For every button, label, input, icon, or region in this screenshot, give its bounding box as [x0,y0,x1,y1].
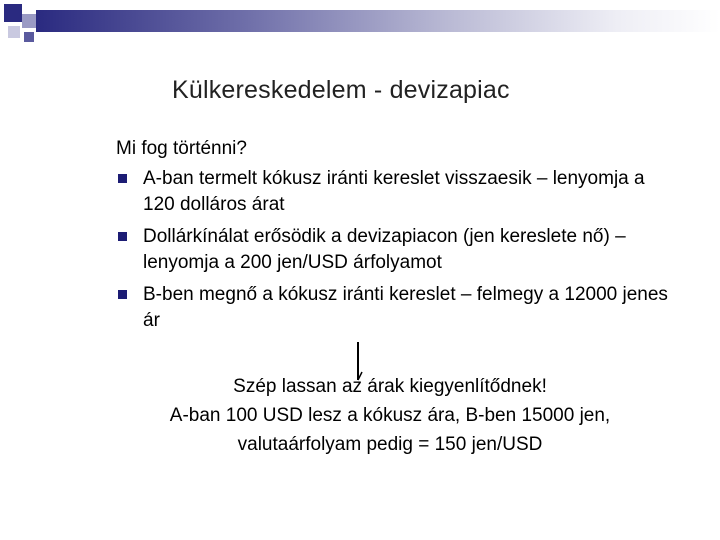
conclusion-line: Szép lassan az árak kiegyenlítődnek! [233,376,547,397]
bullet-text: B-ben megnő a kókusz iránti kereslet – felmegy a 12000 jenes ár [143,284,668,331]
header-decoration [0,0,720,48]
deco-square-2 [22,14,36,28]
bullet-list [116,166,676,334]
conclusion-line: valutaárfolyam pedig = 150 jen/USD [237,434,543,455]
conclusion-line: A-ban 100 USD lesz a kókusz ára, B-ben 15000 jen, [169,405,611,426]
square-bullet-icon [118,290,127,299]
square-bullet-icon [118,232,127,241]
bullet-text: A-ban termelt kókusz iránti kereslet visszaesik – lenyomja a 120 dolláros árat [143,168,645,215]
header-gradient-bar [36,10,720,32]
deco-square-4 [24,32,34,42]
bullet-item [116,166,676,218]
deco-square-1 [4,4,22,22]
slide-body [116,136,676,340]
bullet-item [116,224,676,276]
square-bullet-icon [118,174,127,183]
slide-title: Külkereskedelem - devizapiac [172,76,510,104]
deco-square-3 [8,26,20,38]
bullet-item [116,282,676,334]
bullet-text: Dollárkínálat erősödik a devizapiacon (jen kereslete nő) – lenyomja a 200 jen/USD árfolyamot [143,226,626,273]
question-text: Mi fog történni? [116,138,247,159]
conclusion-block [120,372,660,459]
